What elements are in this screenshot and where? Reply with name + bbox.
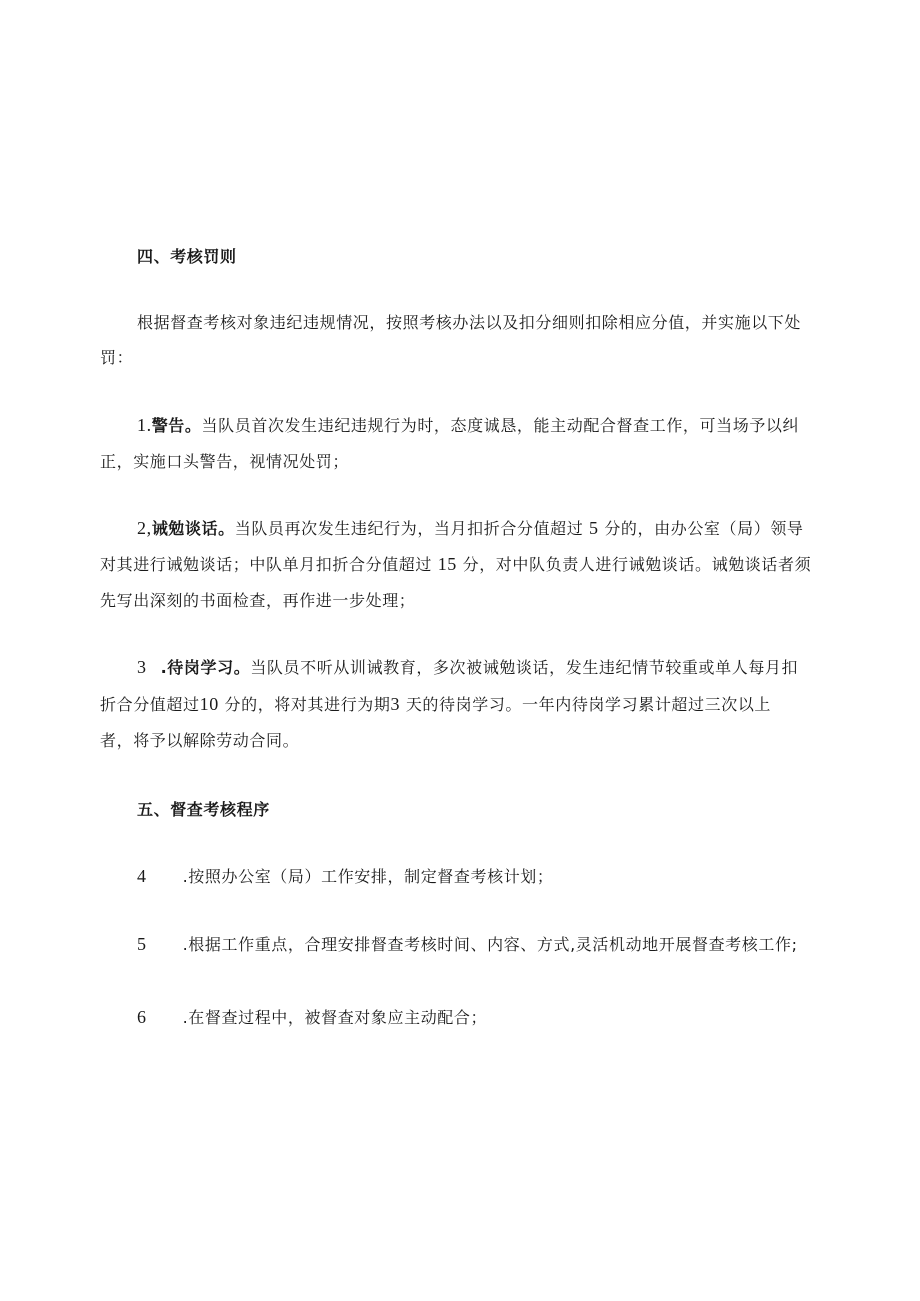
item-3-text-3: 者，将予以解除劳动合同。 xyxy=(100,731,300,750)
item-2-text-3: 先写出深刻的书面检查，再作进一步处理； xyxy=(100,591,416,610)
procedure-item-4 xyxy=(137,866,554,887)
item-2-text-1a: 当队员再次发生违纪行为，当月扣折合分值超过 xyxy=(234,519,584,538)
section-5-heading: 五、督查考核程序 xyxy=(137,800,270,819)
section-4-intro-line-1 xyxy=(137,313,801,333)
item-3-title: 待岗学习。 xyxy=(167,658,251,677)
item-2-text-1b: 分的，由办公室（局）领导 xyxy=(604,519,804,538)
item-3-line-3 xyxy=(100,731,299,751)
item-3-number: 3 xyxy=(137,657,147,677)
item-2-line-1 xyxy=(137,518,804,539)
item-2-text-2a: 对其进行诫勉谈话；中队单月扣折合分值超过 xyxy=(100,555,433,574)
procedure-item-5-number: 5 xyxy=(137,934,147,954)
section-4-intro-line-2 xyxy=(100,348,133,368)
item-2-number: 2, xyxy=(137,518,152,538)
item-3-text-2c: 天的待岗学习。一年内待岗学习累计超过三次以上 xyxy=(405,695,772,714)
item-2-value-15: 15 xyxy=(437,554,457,574)
item-1-line-1 xyxy=(137,415,799,436)
item-3-dot: . xyxy=(160,658,168,677)
item-1-number: 1. xyxy=(137,415,152,435)
intro-text-a: 根据督查考核对象违纪违规情况，按照考核办法以及扣分细则扣除相应分值，并实施以下处 xyxy=(137,313,802,332)
item-1-title: 警告。 xyxy=(151,416,202,435)
item-2-text-2b: 分，对中队负责人进行诫勉谈话。诫勉谈话者须 xyxy=(462,555,812,574)
item-1-text-2: 正，实施口头警告，视情况处罚； xyxy=(100,452,350,471)
item-1-text-1: 当队员首次发生违纪违规行为时，态度诚恳，能主动配合督查工作，可当场予以纠 xyxy=(201,416,800,435)
item-3-text-2a: 折合分值超过 xyxy=(100,695,200,714)
intro-text-b: 罚： xyxy=(100,348,134,367)
procedure-item-5-text: .根据工作重点，合理安排督查考核时间、内容、方式,灵活机动地开展督查考核工作; xyxy=(182,935,798,954)
item-2-line-3 xyxy=(100,591,415,611)
procedure-item-6-text: .在督查过程中，被督查对象应主动配合； xyxy=(182,1008,488,1027)
item-3-line-1 xyxy=(137,657,798,678)
procedure-item-6 xyxy=(137,1007,487,1028)
item-3-value-3: 3 xyxy=(390,694,401,714)
item-3-text-1: 当队员不听从训诫教育，多次被诫勉谈话，发生违纪情节较重或单人每月扣 xyxy=(250,658,799,677)
item-2-value-5: 5 xyxy=(589,518,599,538)
item-2-title: 诫勉谈话。 xyxy=(151,519,235,538)
procedure-item-4-text: .按照办公室（局）工作安排，制定督查考核计划； xyxy=(182,867,554,886)
procedure-item-4-number: 4 xyxy=(137,866,147,886)
item-3-value-10: 10 xyxy=(199,694,219,714)
item-1-line-2 xyxy=(100,452,349,472)
item-3-line-2 xyxy=(100,694,771,715)
procedure-item-5 xyxy=(137,934,798,955)
section-4-heading: 四、考核罚则 xyxy=(137,247,237,266)
item-2-line-2 xyxy=(100,554,811,575)
item-3-text-2b: 分的，将对其进行为期 xyxy=(224,695,391,714)
procedure-item-6-number: 6 xyxy=(137,1007,147,1027)
